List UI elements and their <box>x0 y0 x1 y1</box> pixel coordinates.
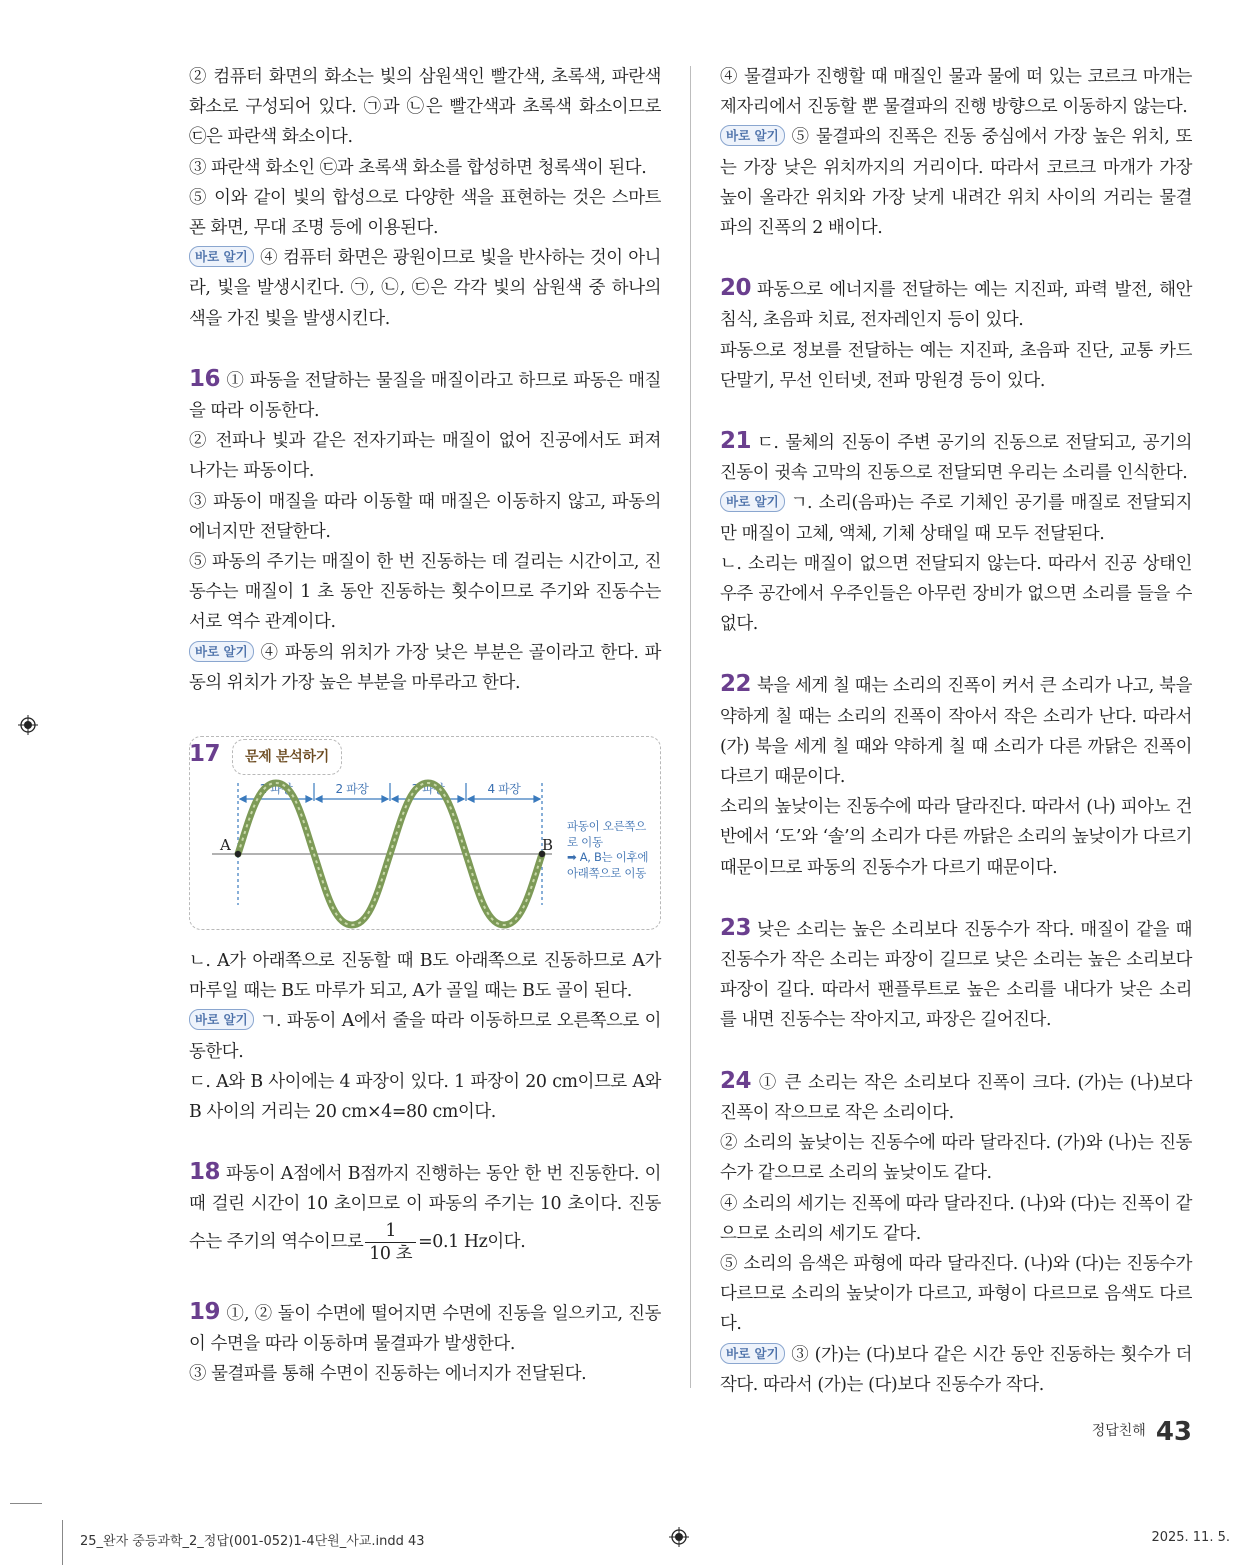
answer-paragraph: ㄴ. 소리는 매질이 없으면 전달되지 않는다. 따라서 진공 상태인 우주 공간에서 우주인들은 아무런 장비가 없으면 소리를 들을 수 없다. <box>720 553 1192 635</box>
answer-paragraph: 20 파동으로 에너지를 전달하는 예는 지진파, 파력 발전, 해안 침식, 초음파 치료, 전자레인지 등이 있다. <box>720 275 1192 331</box>
answer-paragraph: ③ 파동이 매질을 따라 이동할 때 매질은 이동하지 않고, 파동의 에너지만 전달한다. <box>189 491 661 542</box>
answer-paragraph: ㄷ. A와 B 사이에는 4 파장이 있다. 1 파장이 20 cm이므로 A와 B 사이의 거리는 20 cm×4=80 cm이다. <box>189 1071 661 1123</box>
left-column <box>189 62 661 1389</box>
answer-paragraph <box>189 1006 661 1066</box>
correction-badge: 바로 알기 <box>189 246 254 267</box>
crop-mark <box>10 1503 42 1504</box>
problem-analysis-tag: 문제 분석하기 <box>232 739 342 775</box>
crop-mark <box>62 1520 63 1565</box>
answer-paragraph <box>189 638 661 698</box>
answer-paragraph: ② 컴퓨터 화면의 화소는 빛의 삼원색인 빨간색, 초록색, 파란색 화소로 구성되어 있다. ㉠과 ㉡은 빨간색과 초록색 화소이므로 ㉢은 파란색 화소이다. <box>189 67 661 148</box>
problem-analysis-box <box>189 736 661 930</box>
question-number: 22 <box>720 671 752 698</box>
question-number: 21 <box>720 428 752 455</box>
wavelength-label: 3 파장 <box>411 782 445 797</box>
answer-paragraph: 22 북을 세게 칠 때는 소리의 진폭이 커서 큰 소리가 나고, 북을 약하게 칠 때는 소리의 진폭이 작아서 작은 소리가 난다. 따라서 (가) 북을 세게 칠 때와 약하게 칠 때 소리가 다른 까닭은 진폭이 다르기 때문이다. <box>720 671 1192 788</box>
question-number: 20 <box>720 275 752 302</box>
right-column <box>720 62 1192 1400</box>
answer-paragraph <box>720 122 1192 243</box>
correction-text: ㄱ. 파동이 A에서 줄을 따라 이동하므로 오른쪽으로 이동한다. <box>189 1011 661 1062</box>
wavelength-label: 4 파장 <box>487 782 521 797</box>
answer-paragraph: 24 ① 큰 소리는 작은 소리보다 진폭이 크다. (가)는 (나)보다 진폭이 작으므로 작은 소리이다. <box>720 1067 1192 1123</box>
registration-mark-icon <box>669 1527 689 1547</box>
question-number: 16 <box>189 365 221 392</box>
answer-paragraph: ㄴ. A가 아래쪽으로 진동할 때 B도 아래쪽으로 진동하므로 A가 마루일 때는 B도 마루가 되고, A가 골일 때는 B도 골이 된다. <box>189 951 661 1002</box>
correction-badge: 바로 알기 <box>189 1009 254 1030</box>
answer-paragraph: 18 파동이 A점에서 B점까지 진행하는 동안 한 번 진동한다. 이때 걸린 시간이 10 초이므로 이 파동의 주기는 10 초이다. 진동수는 주기의 역수이므로 $\frac{1}{\text{10 초}}$ =0.1 Hz이다. <box>189 1159 661 1264</box>
correction-text: ④ 컴퓨터 화면은 광원이므로 빛을 반사하는 것이 아니라, 빛을 발생시킨다. ㉠, ㉡, ㉢은 각각 빛의 삼원색 중 하나의 색을 가진 빛을 발생시킨다. <box>189 248 661 329</box>
answer-paragraph: 21 ㄷ. 물체의 진동이 주변 공기의 진동으로 전달되고, 공기의 진동이 귓속 고막의 진동으로 전달되면 우리는 소리를 인식한다. <box>720 428 1192 484</box>
answer-paragraph: ② 전파나 빛과 같은 전자기파는 매질이 없어 진공에서도 퍼져 나가는 파동이다. <box>189 431 661 482</box>
question-number: 18 <box>189 1159 221 1186</box>
correction-text: ④ 파동의 위치가 가장 낮은 부분은 골이라고 한다. 파동의 위치가 가장 높은 부분을 마루라고 한다. <box>189 642 661 693</box>
correction-badge: 바로 알기 <box>189 641 254 662</box>
answer-paragraph: 소리의 높낮이는 진동수에 따라 달라진다. 따라서 (나) 피아노 건반에서 ‘도’와 ‘솔’의 소리가 다른 까닭은 소리의 높낮이가 다르기 때문이므로 파동의 진동수가 다르기 때문이다. <box>720 797 1192 878</box>
column-divider <box>690 66 691 1388</box>
fraction: $\frac{1}{\text{10 초}}$ <box>365 1220 416 1265</box>
point-b-label: B <box>542 836 553 855</box>
correction-text: ㄱ. 소리(음파)는 주로 기체인 공기를 매질로 전달되지만 매질이 고체, 액체, 기체 상태일 때 모두 전달된다. <box>720 493 1192 544</box>
answer-paragraph: 23 낮은 소리는 높은 소리보다 진동수가 작다. 매질이 같을 때 진동수가 작은 소리는 파장이 길므로 낮은 소리는 높은 소리보다 파장이 길다. 따라서 팬플루트로 높은 소리를 내다가 낮은 소리를 내면 진동수는 작아지고, 파장은 길어진다. <box>720 914 1192 1031</box>
print-slug-date: 2025. 11. 5. <box>1151 1530 1230 1545</box>
answer-paragraph: ④ 물결파가 진행할 때 매질인 물과 물에 떠 있는 코르크 마개는 제자리에서 진동할 뿐 물결파의 진행 방향으로 이동하지 않는다. <box>720 67 1192 118</box>
answer-paragraph: ③ 파란색 화소인 ㉢과 초록색 화소를 합성하면 청록색이 된다. <box>189 157 647 178</box>
question-number: 19 <box>189 1298 221 1325</box>
point-a-marker <box>235 851 241 857</box>
answer-paragraph <box>720 488 1192 548</box>
correction-badge: 바로 알기 <box>720 125 785 146</box>
page-footer <box>1092 1417 1192 1447</box>
answer-paragraph: ⑤ 파동의 주기는 매질이 한 번 진동하는 데 걸리는 시간이고, 진동수는 매질이 1 초 동안 진동하는 횟수이므로 주기와 진동수는 서로 역수 관계이다. <box>189 552 661 633</box>
question-number: 23 <box>720 914 752 941</box>
answer-paragraph: ② 소리의 높낮이는 진동수에 따라 달라진다. (가)와 (나)는 진동수가 같으므로 소리의 높낮이도 같다. <box>720 1133 1192 1184</box>
wavelength-label: 1 파장 <box>259 782 293 797</box>
registration-mark-icon <box>18 715 38 735</box>
answer-paragraph: ④ 소리의 세기는 진폭에 따라 달라진다. (나)와 (다)는 진폭이 같으므로 소리의 세기도 같다. <box>720 1193 1192 1244</box>
answer-paragraph: 파동으로 정보를 전달하는 예는 지진파, 초음파 진단, 교통 카드 단말기, 무선 인터넷, 전파 망원경 등이 있다. <box>720 340 1192 391</box>
correction-badge: 바로 알기 <box>720 491 785 512</box>
wavelength-label: 2 파장 <box>335 782 369 797</box>
answer-paragraph: ⑤ 소리의 음색은 파형에 따라 달라진다. (나)와 (다)는 진동수가 다르므로 소리의 높낮이가 다르고, 파형이 다르므로 음색도 다르다. <box>720 1253 1192 1335</box>
print-slug-file: 25_완자 중등과학_2_정답(001-052)1-4단원_사교.indd 43 <box>80 1534 425 1549</box>
page-number: 43 <box>1155 1417 1192 1447</box>
answer-paragraph: 16 ① 파동을 전달하는 물질을 매질이라고 하므로 파동은 매질을 따라 이동한다. <box>189 365 661 422</box>
wave-note-result: ➡ A, B는 이후에 아래쪽으로 이동 <box>567 850 649 880</box>
answer-paragraph <box>720 1340 1192 1400</box>
question-number: 17 <box>189 741 221 768</box>
answer-paragraph: ③ 물결파를 통해 수면이 진동하는 에너지가 전달된다. <box>189 1364 587 1385</box>
answer-paragraph: 19 ①, ② 돌이 수면에 떨어지면 수면에 진동을 일으키고, 진동이 수면을 따라 이동하며 물결파가 발생한다. <box>189 1298 661 1354</box>
wave-note-direction: 파동이 오른쪽으로 이동 <box>567 819 647 849</box>
correction-text: ③ (가)는 (다)보다 같은 시간 동안 진동하는 횟수가 더 작다. 따라서 (가)는 (다)보다 진동수가 작다. <box>720 1344 1192 1395</box>
point-a-label: A <box>220 836 231 855</box>
correction-badge: 바로 알기 <box>720 1343 785 1364</box>
correction-text: ⑤ 물결파의 진폭은 진동 중심에서 가장 높은 위치, 또는 가장 낮은 위치까지의 거리이다. 따라서 코르크 마개가 가장 높이 올라간 위치와 가장 낮게 내려간 위치 사이의 거리는 물결파의 진폭의 2 배이다. <box>720 127 1192 239</box>
answer-paragraph <box>189 243 661 334</box>
answer-paragraph: ⑤ 이와 같이 빛의 합성으로 다양한 색을 표현하는 것은 스마트폰 화면, 무대 조명 등에 이용된다. <box>189 187 661 239</box>
wave-note <box>567 819 651 881</box>
footer-label: 정답친해 <box>1091 1423 1146 1439</box>
question-number: 24 <box>720 1067 752 1094</box>
